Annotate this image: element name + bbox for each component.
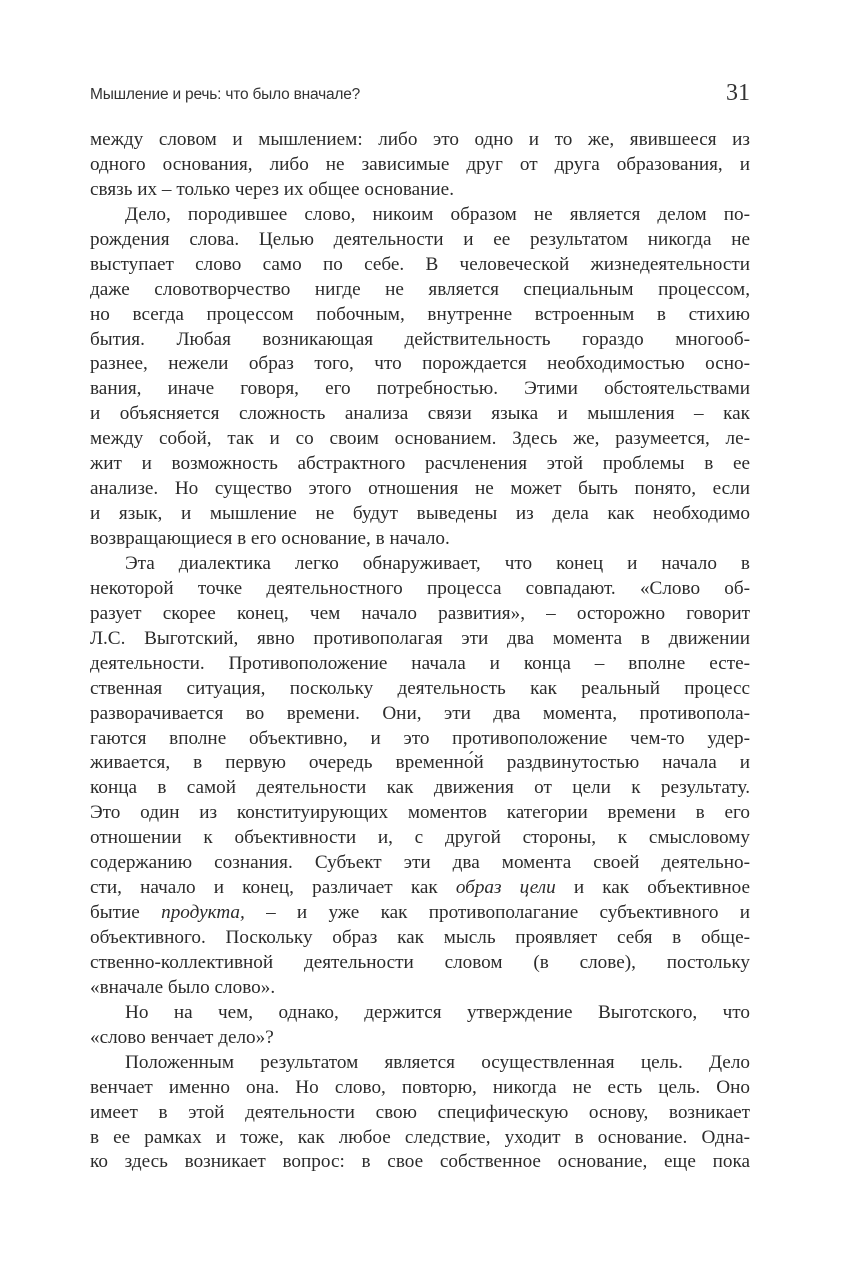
italic-text: образ цели [455, 877, 556, 899]
text-segment: ко здесь возникает вопрос: в свое собственное основание, еще пока [90, 1151, 750, 1173]
text-line [90, 577, 750, 602]
text-line [90, 926, 750, 951]
text-line [90, 402, 750, 427]
text-segment: но всегда процессом побочным, внутренне встроенным в стихию [90, 303, 750, 325]
text-segment: жит и возможность абстрактного расчленения этой проблемы в ее [90, 453, 750, 475]
text-line [90, 427, 750, 452]
text-segment: разнее, нежели образ того, что порождается необходимостью осно- [90, 353, 750, 375]
text-segment: Но на чем, однако, держится утверждение Выготского, что [125, 1001, 750, 1023]
text-segment: «вначале было слово». [90, 976, 276, 998]
text-segment: в ее рамках и тоже, как любое следствие, уходит в основание. Одна- [90, 1126, 750, 1148]
text-segment: сти, начало и конец, различает как [90, 877, 456, 899]
text-segment: и как объективное [555, 877, 750, 899]
text-line [90, 801, 750, 826]
text-segment: разворачивается во времени. Они, эти два момента, противопола- [90, 702, 750, 724]
text-line [90, 352, 750, 377]
text-line [90, 527, 750, 552]
page-number: 31 [726, 80, 750, 106]
text-segment: рождения слова. Целью деятельности и ее результатом никогда не [90, 228, 750, 250]
text-line [90, 602, 750, 627]
text-line [90, 178, 750, 203]
text-segment: Эта диалектика легко обнаруживает, что конец и начало в [125, 552, 750, 574]
text-segment: Л.С. Выготский, явно противополагая эти два момента в движении [90, 627, 750, 649]
text-line [90, 826, 750, 851]
text-line [90, 153, 750, 178]
text-segment: – и уже как противополагание субъективного и [244, 902, 750, 924]
text-segment: объективного. Поскольку образ как мысль проявляет себя в обще- [90, 927, 750, 948]
text-line [90, 976, 750, 1001]
text-segment: возвращающиеся в его основание, в начало. [90, 528, 450, 549]
text-line [90, 1076, 750, 1101]
text-line [90, 278, 750, 303]
text-segment: между собой, так и со своим основанием. Здесь же, разумеется, ле- [90, 428, 750, 450]
text-line [90, 851, 750, 876]
text-segment: одного основания, либо не зависимые друг от друга образования, и [90, 153, 750, 175]
text-line [90, 776, 750, 801]
page-header [90, 80, 750, 108]
text-line [90, 677, 750, 702]
text-line [90, 876, 750, 901]
text-segment: Дело, породившее слово, никоим образом не является делом по- [125, 203, 750, 225]
text-segment: живается, в первую очередь временно́й раздвинутостью начала и [90, 752, 750, 774]
text-segment: конца в самой деятельности как движения от цели к результату. [90, 777, 750, 799]
text-line [90, 951, 750, 976]
text-segment: Это один из конституирующих моментов категории времени в его [90, 802, 750, 824]
text-line [90, 1150, 750, 1175]
text-segment: и язык, и мышление не будут выведены из дела как необходимо [90, 503, 750, 525]
text-segment: вания, иначе говоря, его потребностью. Этими обстоятельствами [90, 378, 750, 400]
text-line [90, 377, 750, 402]
text-line [90, 1126, 750, 1151]
text-line [90, 452, 750, 477]
text-line [90, 502, 750, 527]
text-segment: связь их – только через их общее основание. [90, 178, 454, 200]
text-line [90, 303, 750, 328]
text-line [90, 1026, 750, 1051]
text-segment: некоторой точке деятельностного процесса совпадают. «Слово об- [90, 577, 750, 599]
text-line [90, 627, 750, 652]
text-segment: бытие [90, 902, 162, 924]
text-segment: разует скорее конец, чем начало развития», – осторожно говорит [90, 602, 750, 624]
text-line [90, 552, 750, 577]
text-line [90, 203, 750, 228]
text-segment: анализе. Но существо этого отношения не может быть понято, если [90, 478, 750, 500]
text-line [90, 702, 750, 727]
text-line [90, 253, 750, 278]
page-body-text [90, 128, 750, 1175]
text-segment: деятельности. Противоположение начала и конца – вполне есте- [90, 652, 750, 674]
text-segment: даже словотворчество нигде не является специальным процессом, [90, 278, 750, 300]
text-segment: «слово венчает дело»? [90, 1026, 274, 1048]
text-line [90, 328, 750, 353]
text-segment: имеет в этой деятельности свою специфическую основу, возникает [90, 1101, 750, 1123]
text-line [90, 751, 750, 776]
italic-text: продукта, [161, 902, 245, 924]
text-segment: и объясняется сложность анализа связи языка и мышления – как [90, 403, 750, 425]
text-line [90, 477, 750, 502]
text-line [90, 128, 750, 153]
text-segment: Положенным результатом является осуществленная цель. Дело [125, 1051, 750, 1073]
text-segment: выступает слово само по себе. В человеческой жизнедеятельности [90, 253, 750, 275]
text-segment: ственно-коллективной деятельности словом (в слове), постольку [90, 951, 750, 973]
running-title: Мышление и речь: что было вначале? [90, 86, 361, 103]
text-line [90, 1051, 750, 1076]
text-segment: гаются вполне объективно, и это противоположение чем-то удер- [90, 727, 750, 749]
text-line [90, 1001, 750, 1026]
text-segment: ственная ситуация, поскольку деятельность как реальный процесс [90, 677, 750, 699]
text-segment: содержанию сознания. Субъект эти два момента своей деятельно- [90, 852, 750, 874]
text-line [90, 901, 750, 926]
text-segment: венчает именно она. Но слово, повторю, никогда не есть цель. Оно [90, 1076, 750, 1098]
text-segment: бытия. Любая возникающая действительность гораздо многооб- [90, 328, 750, 350]
text-line [90, 1101, 750, 1126]
text-line [90, 652, 750, 677]
text-line [90, 727, 750, 752]
text-line [90, 228, 750, 253]
text-segment: отношении к объективности и, с другой стороны, к смысловому [90, 827, 750, 849]
text-segment: между словом и мышлением: либо это одно и то же, явившееся из [90, 129, 750, 150]
